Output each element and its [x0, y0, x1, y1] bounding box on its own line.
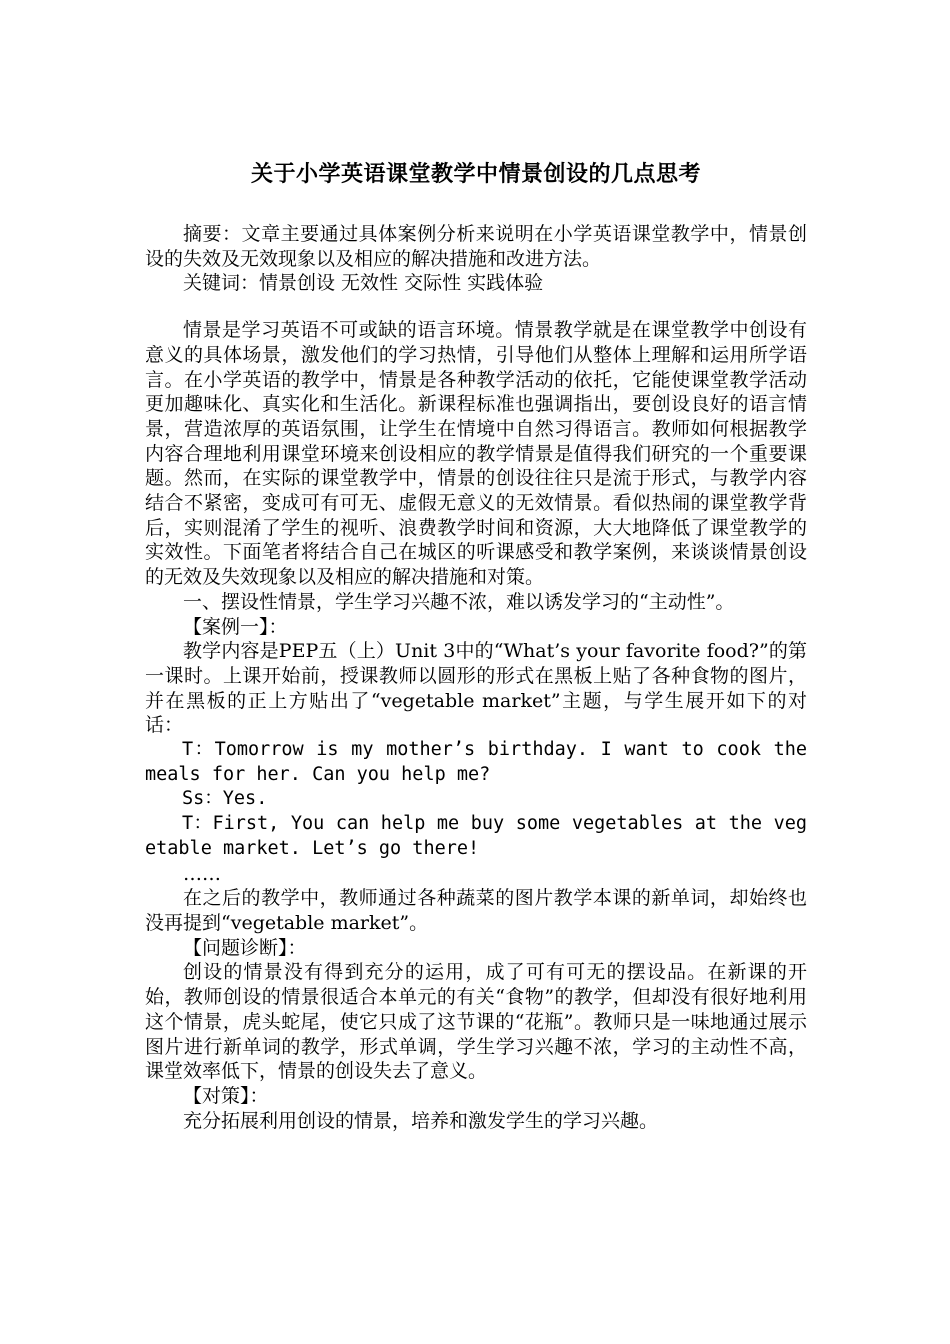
document-body: [145, 222, 807, 1133]
diagnosis-label: 【问题诊断】：: [183, 936, 307, 959]
dialogue-line-teacher-2: T：First, You can help me buy some vegetables at the vegetable market. Let’s go there!: [145, 813, 807, 859]
case-description: 教学内容是PEP五（上）Unit 3中的“What’s your favorite food?”的第一课时。上课开始前，授课教师以圆形的形式在黑板上贴了各种食物的图片，并在黑板的正上方贴出了“vegetable market”主题，与学生展开如下的对话：: [145, 640, 807, 737]
countermeasure-paragraph: 充分拓展利用创设的情景，培养和激发学生的学习兴趣。: [183, 1109, 659, 1132]
section-heading: 一、摆设性情景，学生学习兴趣不浓，难以诱发学习的“主动性”。: [183, 590, 735, 613]
diagnosis-paragraph: 创设的情景没有得到充分的运用，成了可有可无的摆设品。在新课的开始，教师创设的情景很适合本单元的有关“食物”的教学，但却没有很好地利用这个情景，虎头蛇尾，使它只成了这节课的“花瓶”。教师只是一味地通过展示图片进行新单词的教学，形式单调，学生学习兴趣不浓，学习的主动性不高，课堂效率低下，情景的创设失去了意义。: [145, 961, 807, 1083]
countermeasure-label: 【对策】：: [183, 1084, 269, 1107]
intro-paragraph: 情景是学习英语不可或缺的语言环境。情景教学就是在课堂教学中创设有意义的具体场景，激发他们的学习热情，引导他们从整体上理解和运用所学语言。在小学英语的教学中，情景是各种教学活动的依托，它能使课堂教学活动更加趣味化、真实化和生活化。新课程标准也强调指出，要创设良好的语言情景，营造浓厚的英语氛围，让学生在情境中自然习得语言。教师如何根据教学内容合理地利用课堂环境来创设相应的教学情景是值得我们研究的一个重要课题。然而，在实际的课堂教学中，情景的创设往往只是流于形式，与教学内容结合不紧密，变成可有可无、虚假无意义的无效情景。看似热闹的课堂教学背后，实则混淆了学生的视听、浪费教学时间和资源，大大地降低了课堂教学的实效性。下面笔者将结合自己在城区的听课感受和教学案例，来谈谈情景创设的无效及失效现象以及相应的解决措施和对策。: [145, 319, 807, 589]
case-label: 【案例一】：: [183, 615, 288, 638]
ellipsis-line: ……: [183, 862, 221, 885]
abstract-paragraph: 摘要：文章主要通过具体案例分析来说明在小学英语课堂教学中，情景创设的失效及无效现象以及相应的解决措施和改进方法。: [145, 223, 807, 270]
document-title: 关于小学英语课堂教学中情景创设的几点思考: [250, 162, 701, 187]
dialogue-line-students: Ss：Yes.: [182, 788, 268, 810]
dialogue-line-teacher-1: T：Tomorrow is my mother’s birthday. I want to cook the meals for her. Can you help me?: [145, 739, 807, 785]
keywords-paragraph: 关键词：情景创设 无效性 交际性 实践体验: [183, 272, 544, 295]
case-followup: 在之后的教学中，教师通过各种蔬菜的图片教学本课的新单词，却始终也没再提到“vegetable market”。: [145, 887, 807, 934]
